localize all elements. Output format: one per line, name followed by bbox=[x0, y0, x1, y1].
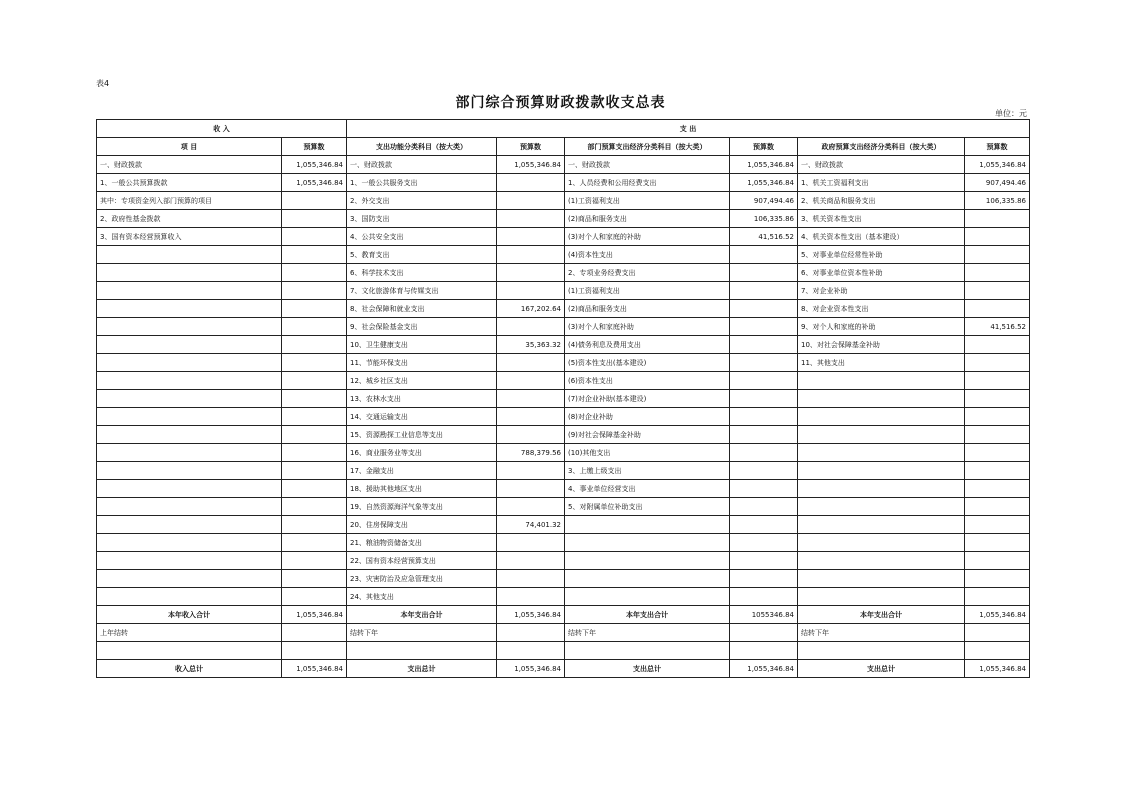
amount-cell bbox=[497, 462, 565, 480]
amount-cell: 1,055,346.84 bbox=[282, 174, 347, 192]
amount-cell: 788,379.56 bbox=[497, 444, 565, 462]
item-cell: 支出总计 bbox=[565, 660, 730, 678]
amount-cell: 1,055,346.84 bbox=[282, 660, 347, 678]
column-header: 项 目 bbox=[97, 138, 282, 156]
amount-cell bbox=[965, 516, 1030, 534]
item-cell: 4、事业单位经营支出 bbox=[565, 480, 730, 498]
amount-cell bbox=[282, 354, 347, 372]
item-cell bbox=[565, 588, 730, 606]
item-cell: 本年支出合计 bbox=[798, 606, 965, 624]
item-cell: 5、教育支出 bbox=[347, 246, 497, 264]
amount-cell bbox=[497, 354, 565, 372]
table-row bbox=[97, 390, 1030, 408]
item-cell: 4、公共安全支出 bbox=[347, 228, 497, 246]
amount-cell bbox=[965, 480, 1030, 498]
amount-cell bbox=[965, 390, 1030, 408]
item-cell: (1)工资福利支出 bbox=[565, 192, 730, 210]
blank-row bbox=[97, 642, 1030, 660]
amount-cell: 1,055,346.84 bbox=[730, 156, 798, 174]
item-cell bbox=[97, 462, 282, 480]
amount-cell bbox=[965, 282, 1030, 300]
amount-cell bbox=[730, 264, 798, 282]
item-cell: 11、其他支出 bbox=[798, 354, 965, 372]
item-cell bbox=[97, 246, 282, 264]
empty-cell bbox=[97, 642, 282, 660]
amount-cell bbox=[282, 246, 347, 264]
carry-over-row bbox=[97, 624, 1030, 642]
amount-cell: 1,055,346.84 bbox=[497, 156, 565, 174]
table-row bbox=[97, 498, 1030, 516]
amount-cell bbox=[497, 408, 565, 426]
item-cell: 10、卫生健康支出 bbox=[347, 336, 497, 354]
item-cell bbox=[97, 534, 282, 552]
amount-cell bbox=[282, 390, 347, 408]
amount-cell bbox=[497, 624, 565, 642]
amount-cell bbox=[965, 498, 1030, 516]
amount-cell: 106,335.86 bbox=[730, 210, 798, 228]
item-cell: (2)商品和服务支出 bbox=[565, 300, 730, 318]
amount-cell bbox=[497, 552, 565, 570]
table-row bbox=[97, 534, 1030, 552]
amount-cell bbox=[282, 210, 347, 228]
amount-cell bbox=[282, 408, 347, 426]
item-cell: 3、机关资本性支出 bbox=[798, 210, 965, 228]
item-cell: (4)债务利息及费用支出 bbox=[565, 336, 730, 354]
item-cell bbox=[97, 552, 282, 570]
amount-cell bbox=[497, 264, 565, 282]
amount-cell bbox=[282, 480, 347, 498]
column-header: 部门预算支出经济分类科目（按大类） bbox=[565, 138, 730, 156]
item-cell bbox=[798, 390, 965, 408]
amount-cell bbox=[965, 210, 1030, 228]
amount-cell bbox=[282, 462, 347, 480]
item-cell: 3、上缴上级支出 bbox=[565, 462, 730, 480]
item-cell: 结转下年 bbox=[565, 624, 730, 642]
item-cell: 9、对个人和家庭的补助 bbox=[798, 318, 965, 336]
item-cell: 7、文化旅游体育与传媒支出 bbox=[347, 282, 497, 300]
amount-cell bbox=[965, 300, 1030, 318]
item-cell bbox=[798, 516, 965, 534]
item-cell bbox=[97, 426, 282, 444]
amount-cell bbox=[497, 426, 565, 444]
amount-cell bbox=[282, 516, 347, 534]
item-cell: 一、财政拨款 bbox=[565, 156, 730, 174]
amount-cell bbox=[497, 498, 565, 516]
item-cell: (1)工资福利支出 bbox=[565, 282, 730, 300]
table-row bbox=[97, 192, 1030, 210]
amount-cell bbox=[730, 246, 798, 264]
item-cell bbox=[565, 552, 730, 570]
item-cell: 9、社会保险基金支出 bbox=[347, 318, 497, 336]
amount-cell bbox=[965, 624, 1030, 642]
item-cell: 16、商业服务业等支出 bbox=[347, 444, 497, 462]
item-cell: (9)对社会保障基金补助 bbox=[565, 426, 730, 444]
item-cell: 一、财政拨款 bbox=[97, 156, 282, 174]
amount-cell bbox=[282, 318, 347, 336]
table-label: 表4 bbox=[96, 79, 110, 88]
column-header: 预算数 bbox=[282, 138, 347, 156]
item-cell bbox=[798, 570, 965, 588]
item-cell bbox=[97, 390, 282, 408]
amount-cell bbox=[965, 408, 1030, 426]
amount-cell: 74,401.32 bbox=[497, 516, 565, 534]
amount-cell bbox=[497, 372, 565, 390]
item-cell: 20、住房保障支出 bbox=[347, 516, 497, 534]
page-title: 部门综合预算财政拨款收支总表 bbox=[455, 95, 666, 111]
item-cell: 8、对企业资本性支出 bbox=[798, 300, 965, 318]
item-cell: 2、政府性基金拨款 bbox=[97, 210, 282, 228]
item-cell bbox=[798, 480, 965, 498]
amount-cell bbox=[730, 300, 798, 318]
amount-cell: 1055346.84 bbox=[730, 606, 798, 624]
item-cell bbox=[97, 408, 282, 426]
item-cell bbox=[798, 372, 965, 390]
amount-cell bbox=[497, 318, 565, 336]
amount-cell bbox=[282, 282, 347, 300]
table-row bbox=[97, 516, 1030, 534]
amount-cell bbox=[282, 498, 347, 516]
expense-section-header: 支 出 bbox=[347, 120, 1030, 138]
item-cell bbox=[97, 282, 282, 300]
item-cell: 5、对附属单位补助支出 bbox=[565, 498, 730, 516]
amount-cell: 1,055,346.84 bbox=[730, 174, 798, 192]
item-cell: 15、资源勘探工业信息等支出 bbox=[347, 426, 497, 444]
item-cell: 8、社会保障和就业支出 bbox=[347, 300, 497, 318]
empty-cell bbox=[347, 642, 497, 660]
item-cell: 24、其他支出 bbox=[347, 588, 497, 606]
table-row bbox=[97, 444, 1030, 462]
item-cell: 本年支出合计 bbox=[347, 606, 497, 624]
amount-cell bbox=[497, 228, 565, 246]
amount-cell: 41,516.52 bbox=[730, 228, 798, 246]
grand-total-row bbox=[97, 660, 1030, 678]
table-row bbox=[97, 210, 1030, 228]
amount-cell bbox=[965, 372, 1030, 390]
amount-cell bbox=[497, 174, 565, 192]
amount-cell bbox=[282, 336, 347, 354]
amount-cell bbox=[497, 210, 565, 228]
table-row bbox=[97, 300, 1030, 318]
item-cell bbox=[97, 264, 282, 282]
item-cell: (2)商品和服务支出 bbox=[565, 210, 730, 228]
column-header: 预算数 bbox=[730, 138, 798, 156]
item-cell bbox=[97, 480, 282, 498]
amount-cell bbox=[730, 282, 798, 300]
amount-cell bbox=[965, 444, 1030, 462]
item-cell: 2、外交支出 bbox=[347, 192, 497, 210]
amount-cell bbox=[965, 462, 1030, 480]
amount-cell: 1,055,346.84 bbox=[497, 660, 565, 678]
section-header-row bbox=[97, 120, 1030, 138]
item-cell: (6)资本性支出 bbox=[565, 372, 730, 390]
item-cell: 13、农林水支出 bbox=[347, 390, 497, 408]
item-cell: (4)资本性支出 bbox=[565, 246, 730, 264]
amount-cell bbox=[730, 516, 798, 534]
table-row bbox=[97, 246, 1030, 264]
item-cell: 3、国有资本经营预算收入 bbox=[97, 228, 282, 246]
item-cell bbox=[565, 534, 730, 552]
amount-cell bbox=[965, 228, 1030, 246]
item-cell: 一、财政拨款 bbox=[347, 156, 497, 174]
amount-cell bbox=[730, 408, 798, 426]
amount-cell bbox=[965, 246, 1030, 264]
item-cell: 其中：专项资金列入部门预算的项目 bbox=[97, 192, 282, 210]
amount-cell: 1,055,346.84 bbox=[965, 660, 1030, 678]
amount-cell bbox=[730, 426, 798, 444]
item-cell bbox=[798, 588, 965, 606]
amount-cell bbox=[497, 570, 565, 588]
item-cell: 本年收入合计 bbox=[97, 606, 282, 624]
amount-cell bbox=[965, 534, 1030, 552]
item-cell: (8)对企业补助 bbox=[565, 408, 730, 426]
empty-cell bbox=[282, 642, 347, 660]
amount-cell bbox=[730, 390, 798, 408]
table-row bbox=[97, 354, 1030, 372]
empty-cell bbox=[497, 642, 565, 660]
amount-cell bbox=[965, 426, 1030, 444]
table-row bbox=[97, 570, 1030, 588]
item-cell bbox=[97, 444, 282, 462]
item-cell: 7、对企业补助 bbox=[798, 282, 965, 300]
empty-cell bbox=[965, 642, 1030, 660]
amount-cell: 41,516.52 bbox=[965, 318, 1030, 336]
item-cell: 结转下年 bbox=[347, 624, 497, 642]
amount-cell bbox=[497, 246, 565, 264]
column-header: 预算数 bbox=[965, 138, 1030, 156]
table-row bbox=[97, 408, 1030, 426]
amount-cell bbox=[965, 336, 1030, 354]
item-cell: (5)资本性支出(基本建设) bbox=[565, 354, 730, 372]
item-cell bbox=[798, 552, 965, 570]
item-cell bbox=[798, 426, 965, 444]
amount-cell bbox=[965, 588, 1030, 606]
amount-cell bbox=[965, 552, 1030, 570]
item-cell: 14、交通运输支出 bbox=[347, 408, 497, 426]
empty-cell bbox=[798, 642, 965, 660]
amount-cell: 106,335.86 bbox=[965, 192, 1030, 210]
amount-cell bbox=[282, 192, 347, 210]
item-cell bbox=[97, 588, 282, 606]
item-cell bbox=[798, 498, 965, 516]
table-row bbox=[97, 588, 1030, 606]
amount-cell bbox=[730, 588, 798, 606]
item-cell: 1、人员经费和公用经费支出 bbox=[565, 174, 730, 192]
item-cell bbox=[798, 444, 965, 462]
amount-cell: 1,055,346.84 bbox=[965, 606, 1030, 624]
item-cell: 收入总计 bbox=[97, 660, 282, 678]
item-cell: 17、金融支出 bbox=[347, 462, 497, 480]
table-row bbox=[97, 372, 1030, 390]
amount-cell bbox=[730, 552, 798, 570]
item-cell bbox=[97, 300, 282, 318]
column-header: 政府预算支出经济分类科目（按大类） bbox=[798, 138, 965, 156]
item-cell bbox=[97, 372, 282, 390]
amount-cell: 1,055,346.84 bbox=[282, 606, 347, 624]
item-cell bbox=[798, 462, 965, 480]
amount-cell bbox=[282, 534, 347, 552]
item-cell: 4、机关资本性支出（基本建设） bbox=[798, 228, 965, 246]
amount-cell bbox=[282, 444, 347, 462]
amount-cell bbox=[730, 570, 798, 588]
item-cell: 11、节能环保支出 bbox=[347, 354, 497, 372]
amount-cell bbox=[730, 498, 798, 516]
amount-cell: 907,494.46 bbox=[730, 192, 798, 210]
item-cell: (7)对企业补助(基本建设) bbox=[565, 390, 730, 408]
item-cell: 支出总计 bbox=[798, 660, 965, 678]
item-cell bbox=[798, 534, 965, 552]
item-cell bbox=[97, 336, 282, 354]
item-cell: 12、城乡社区支出 bbox=[347, 372, 497, 390]
unit-label: 单位：元 bbox=[995, 109, 1027, 118]
amount-cell bbox=[730, 372, 798, 390]
column-header: 预算数 bbox=[497, 138, 565, 156]
item-cell bbox=[97, 354, 282, 372]
amount-cell bbox=[730, 444, 798, 462]
income-section-header: 收 入 bbox=[97, 120, 347, 138]
table-row bbox=[97, 480, 1030, 498]
amount-cell bbox=[730, 624, 798, 642]
amount-cell bbox=[282, 264, 347, 282]
amount-cell bbox=[497, 192, 565, 210]
amount-cell bbox=[497, 390, 565, 408]
amount-cell bbox=[282, 624, 347, 642]
item-cell: 结转下年 bbox=[798, 624, 965, 642]
amount-cell: 907,494.46 bbox=[965, 174, 1030, 192]
item-cell bbox=[565, 516, 730, 534]
amount-cell bbox=[282, 228, 347, 246]
table-row bbox=[97, 552, 1030, 570]
amount-cell bbox=[965, 354, 1030, 372]
amount-cell: 1,055,346.84 bbox=[965, 156, 1030, 174]
item-cell: 21、粮油物资储备支出 bbox=[347, 534, 497, 552]
amount-cell: 35,363.32 bbox=[497, 336, 565, 354]
item-cell bbox=[97, 570, 282, 588]
table-row bbox=[97, 336, 1030, 354]
item-cell: 一、财政拨款 bbox=[798, 156, 965, 174]
budget-table bbox=[96, 119, 1030, 678]
table-row bbox=[97, 462, 1030, 480]
table-row bbox=[97, 156, 1030, 174]
item-cell: 上年结转 bbox=[97, 624, 282, 642]
table-row bbox=[97, 174, 1030, 192]
amount-cell bbox=[730, 462, 798, 480]
table-row bbox=[97, 228, 1030, 246]
amount-cell bbox=[730, 336, 798, 354]
amount-cell bbox=[730, 354, 798, 372]
item-cell: (3)对个人和家庭的补助 bbox=[565, 228, 730, 246]
item-cell: 1、机关工资福利支出 bbox=[798, 174, 965, 192]
amount-cell bbox=[965, 264, 1030, 282]
item-cell: 10、对社会保障基金补助 bbox=[798, 336, 965, 354]
amount-cell bbox=[282, 552, 347, 570]
item-cell: 1、一般公共服务支出 bbox=[347, 174, 497, 192]
item-cell: 19、自然资源海洋气象等支出 bbox=[347, 498, 497, 516]
amount-cell bbox=[497, 282, 565, 300]
amount-cell bbox=[497, 534, 565, 552]
amount-cell bbox=[730, 318, 798, 336]
item-cell bbox=[798, 408, 965, 426]
amount-cell bbox=[497, 588, 565, 606]
amount-cell bbox=[965, 570, 1030, 588]
amount-cell bbox=[497, 480, 565, 498]
amount-cell bbox=[282, 372, 347, 390]
item-cell: 23、灾害防治及应急管理支出 bbox=[347, 570, 497, 588]
item-cell: 6、对事业单位资本性补助 bbox=[798, 264, 965, 282]
item-cell: 1、一般公共预算拨款 bbox=[97, 174, 282, 192]
item-cell bbox=[97, 498, 282, 516]
table-row bbox=[97, 264, 1030, 282]
item-cell: (3)对个人和家庭补助 bbox=[565, 318, 730, 336]
item-cell: 3、国防支出 bbox=[347, 210, 497, 228]
item-cell: (10)其他支出 bbox=[565, 444, 730, 462]
empty-cell bbox=[730, 642, 798, 660]
amount-cell bbox=[730, 534, 798, 552]
item-cell: 18、援助其他地区支出 bbox=[347, 480, 497, 498]
item-cell bbox=[565, 570, 730, 588]
item-cell: 2、机关商品和服务支出 bbox=[798, 192, 965, 210]
table-row bbox=[97, 282, 1030, 300]
item-cell: 22、国有资本经营预算支出 bbox=[347, 552, 497, 570]
item-cell: 5、对事业单位经常性补助 bbox=[798, 246, 965, 264]
item-cell bbox=[97, 516, 282, 534]
amount-cell bbox=[282, 300, 347, 318]
column-header: 支出功能分类科目（按大类） bbox=[347, 138, 497, 156]
item-cell: 本年支出合计 bbox=[565, 606, 730, 624]
amount-cell bbox=[730, 480, 798, 498]
amount-cell bbox=[282, 570, 347, 588]
amount-cell: 1,055,346.84 bbox=[497, 606, 565, 624]
item-cell: 支出总计 bbox=[347, 660, 497, 678]
item-cell: 6、科学技术支出 bbox=[347, 264, 497, 282]
totals-row bbox=[97, 606, 1030, 624]
amount-cell: 1,055,346.84 bbox=[282, 156, 347, 174]
table-row bbox=[97, 426, 1030, 444]
item-cell bbox=[97, 318, 282, 336]
table-row bbox=[97, 318, 1030, 336]
item-cell: 2、专项业务经费支出 bbox=[565, 264, 730, 282]
amount-cell bbox=[282, 588, 347, 606]
amount-cell: 167,202.64 bbox=[497, 300, 565, 318]
amount-cell: 1,055,346.84 bbox=[730, 660, 798, 678]
empty-cell bbox=[565, 642, 730, 660]
amount-cell bbox=[282, 426, 347, 444]
column-header-row bbox=[97, 138, 1030, 156]
